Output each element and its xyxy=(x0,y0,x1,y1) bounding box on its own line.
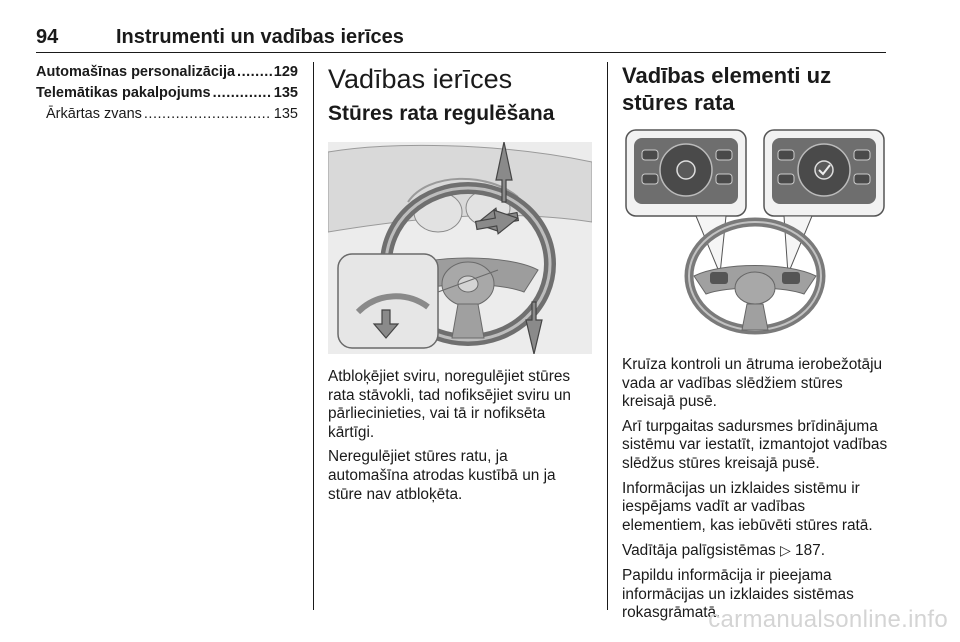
column-divider xyxy=(607,62,608,610)
toc-entry-title: Automašīnas personalizācija xyxy=(36,64,236,80)
page-title: Instrumenti un vadības ierīces xyxy=(116,26,404,48)
paragraph: Atbloķējiet sviru, noregulējiet stūres rata stāvokli, tad nofiksējiet sviru un pārliecinieties, vai tā ir nofiksēta kārtīgi. xyxy=(328,368,571,441)
toc-leader-dots xyxy=(144,104,272,125)
section-heading: Vadības ierīces xyxy=(328,64,513,94)
section-subheading: Stūres rata regulēšana xyxy=(328,102,555,125)
toc-leader-dots xyxy=(213,83,272,104)
steering-adjust-column xyxy=(328,62,592,510)
paragraph: Kruīza kontroli un ātruma ierobežotāju vada ar vadības slēdžiem stūres kreisajā pusē. xyxy=(622,356,883,411)
toc-entry[interactable] xyxy=(36,62,298,83)
toc-entry-title: Telemātikas pakalpojums xyxy=(36,85,211,101)
section-heading: Vadības elementi uz stūres rata xyxy=(622,63,832,115)
page-number: 94 xyxy=(36,26,59,48)
paragraph: Arī turpgaitas sadursmes brīdinājuma sistēmu var iestatīt, izmantojot vadības slēdžus stūres kreisajā pusē. xyxy=(622,417,888,472)
toc-entry-page: 129 xyxy=(273,64,298,80)
steering-wheel-adjustment-illustration xyxy=(328,142,592,354)
reference-page-link[interactable]: 187 xyxy=(795,542,821,560)
reference-text: Vadītāja palīgsistēmas xyxy=(622,542,776,560)
page-reference-arrow-icon: ▷ xyxy=(779,542,791,559)
column-divider xyxy=(313,62,314,610)
paragraph: Informācijas un izklaides sistēmu ir iespējams vadīt ar vadības elementiem, kas iebūvēti stūres ratā. xyxy=(622,479,873,534)
paragraph: Papildu informācija ir pieejama informācijas un izklaides sistēmas rokasgrāmatā. xyxy=(622,566,854,622)
toc-leader-dots xyxy=(237,62,272,83)
page-header xyxy=(36,26,886,53)
toc-entry[interactable] xyxy=(36,83,298,104)
paragraph-with-reference: Vadītāja palīgsistēmas ▷ 187. xyxy=(622,542,826,560)
steering-controls-column xyxy=(622,62,888,629)
watermark: carmanualsonline.info xyxy=(708,606,948,633)
toc-column xyxy=(36,62,298,125)
toc-entry-title: Ārkārtas zvans xyxy=(46,106,142,122)
steering-wheel-controls-illustration xyxy=(622,126,888,336)
toc-entry-page: 135 xyxy=(273,106,298,122)
paragraph: Neregulējiet stūres ratu, ja automašīna atrodas kustībā un ja stūre nav atbloķēta. xyxy=(328,448,556,503)
toc-entry-page: 135 xyxy=(273,85,298,101)
toc-subentry[interactable] xyxy=(36,104,298,125)
